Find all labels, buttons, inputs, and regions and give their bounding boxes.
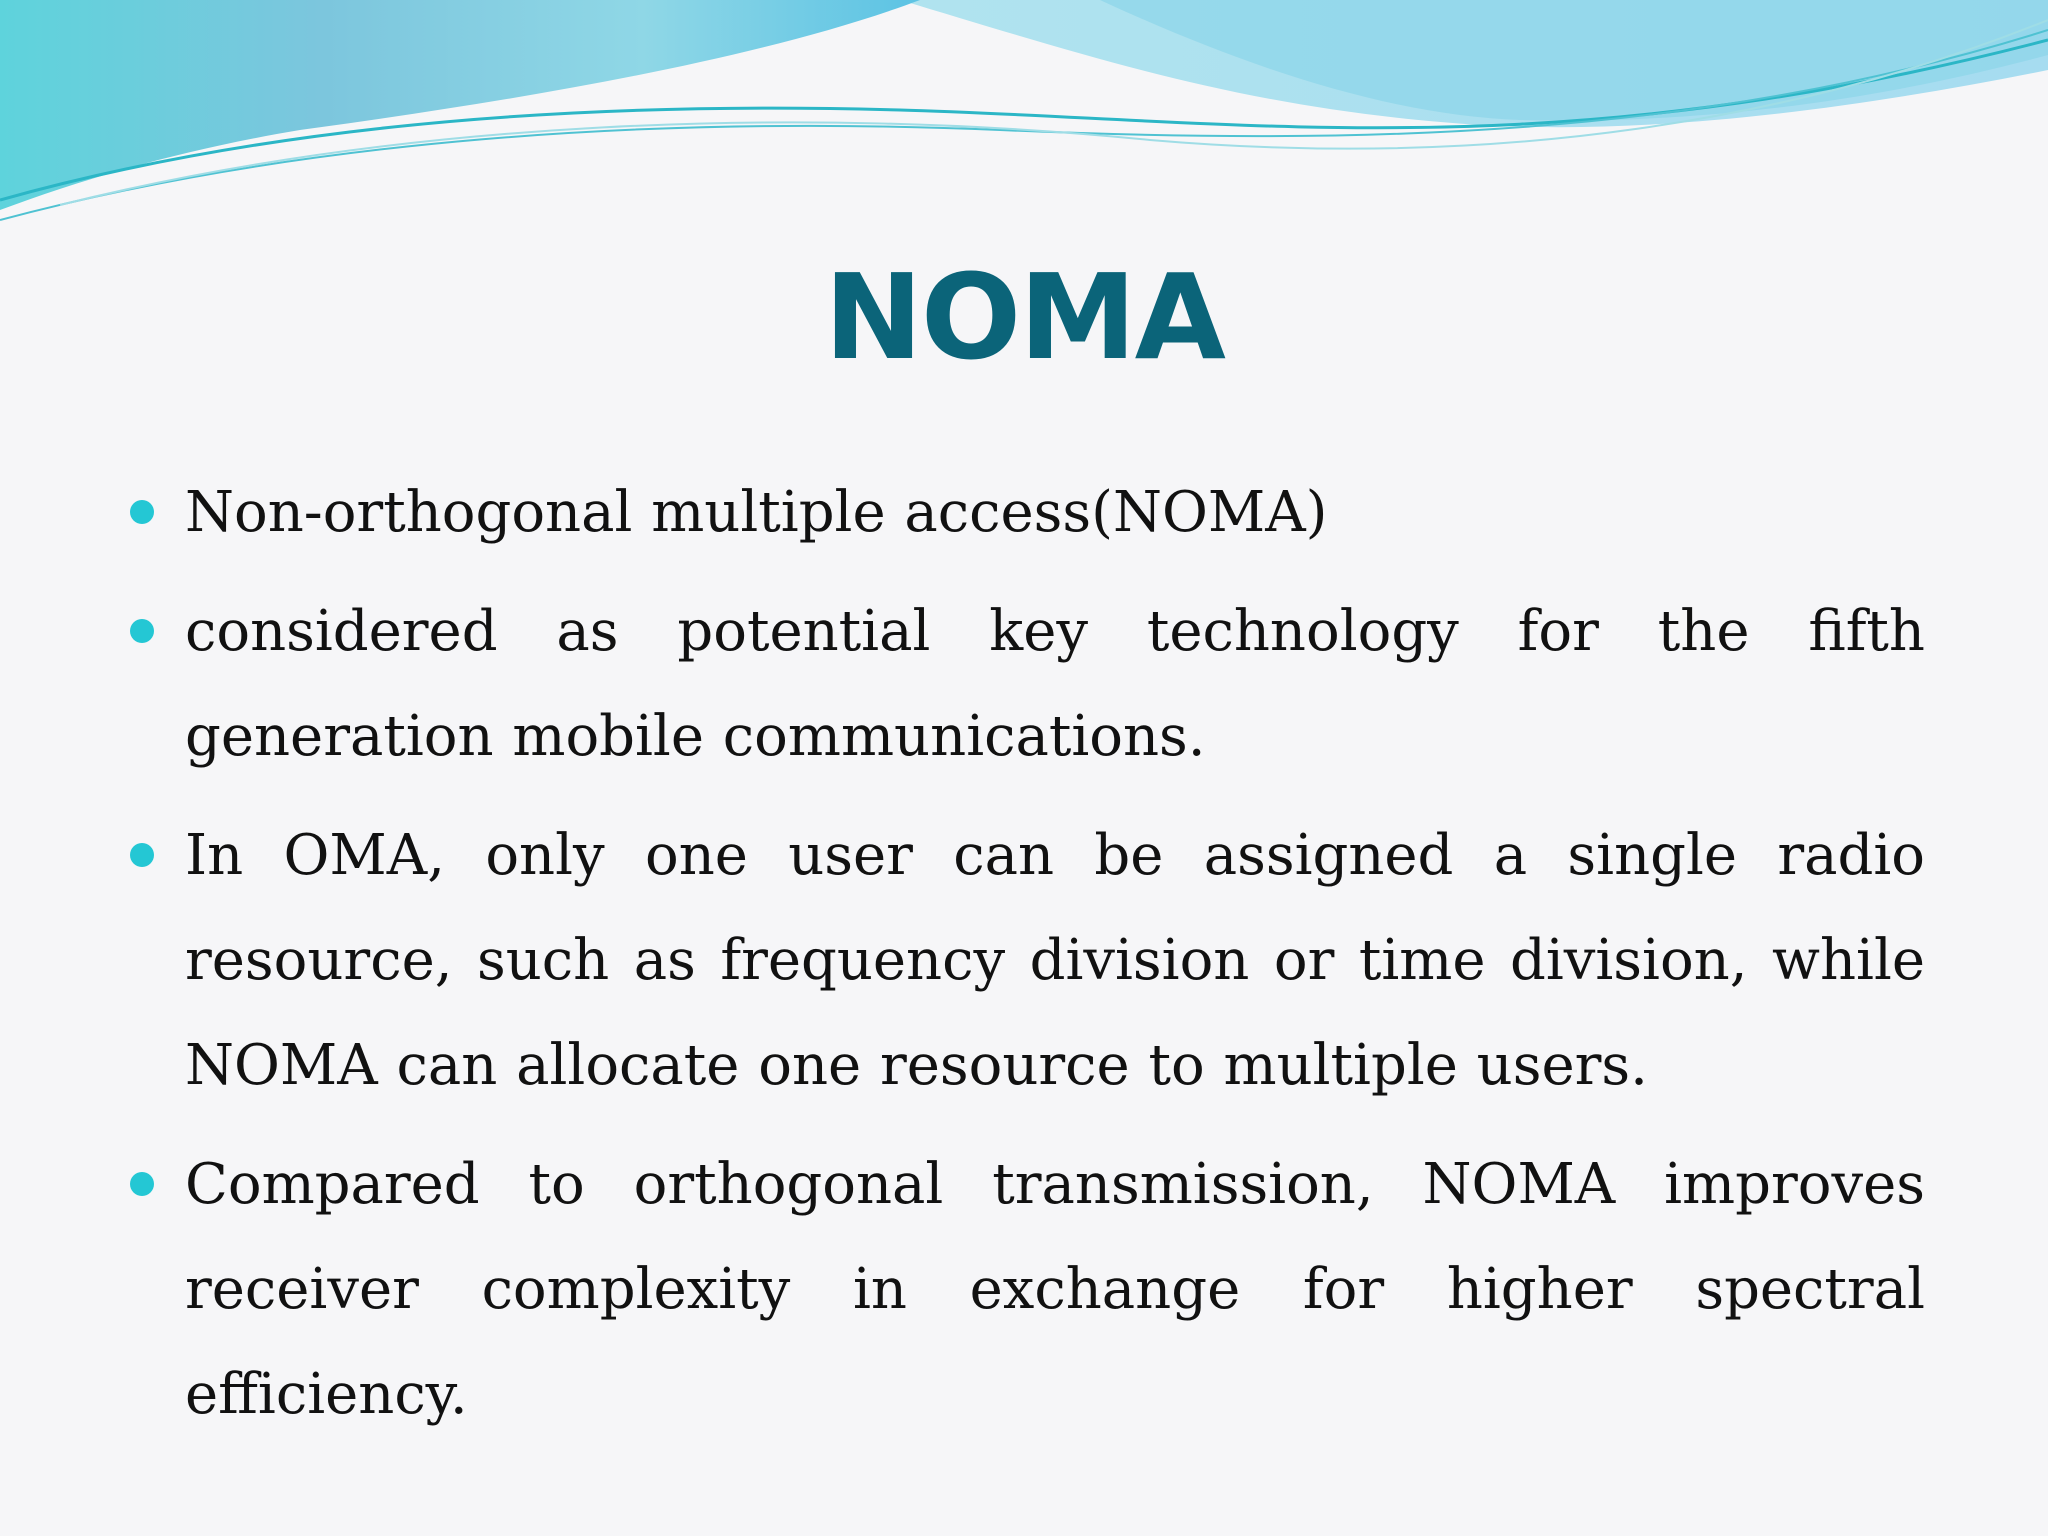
bullet-list bbox=[185, 460, 1925, 1461]
header-wave-decoration bbox=[0, 0, 2048, 240]
bullet-dot-icon bbox=[130, 1172, 154, 1196]
slide-title: NOMA bbox=[824, 248, 1224, 386]
bullet-text: considered as potential key technology for the fifth generation mobile communications. bbox=[185, 599, 1925, 769]
bullet-item bbox=[185, 460, 1925, 565]
bullet-text: In OMA, only one user can be assigned a single radio resource, such as frequency division or time division, while NOMA can allocate one resource to multiple users. bbox=[185, 823, 1925, 1098]
bullet-text: Compared to orthogonal transmission, NOMA improves receiver complexity in exchange for higher spectral efficiency. bbox=[185, 1152, 1925, 1427]
bullet-dot-icon bbox=[130, 500, 154, 524]
bullet-text: Non-orthogonal multiple access(NOMA) bbox=[185, 480, 1328, 545]
bullet-item bbox=[185, 803, 1925, 1118]
bullet-item bbox=[185, 1132, 1925, 1447]
bullet-item bbox=[185, 579, 1925, 789]
bullet-dot-icon bbox=[130, 619, 154, 643]
bullet-dot-icon bbox=[130, 843, 154, 867]
